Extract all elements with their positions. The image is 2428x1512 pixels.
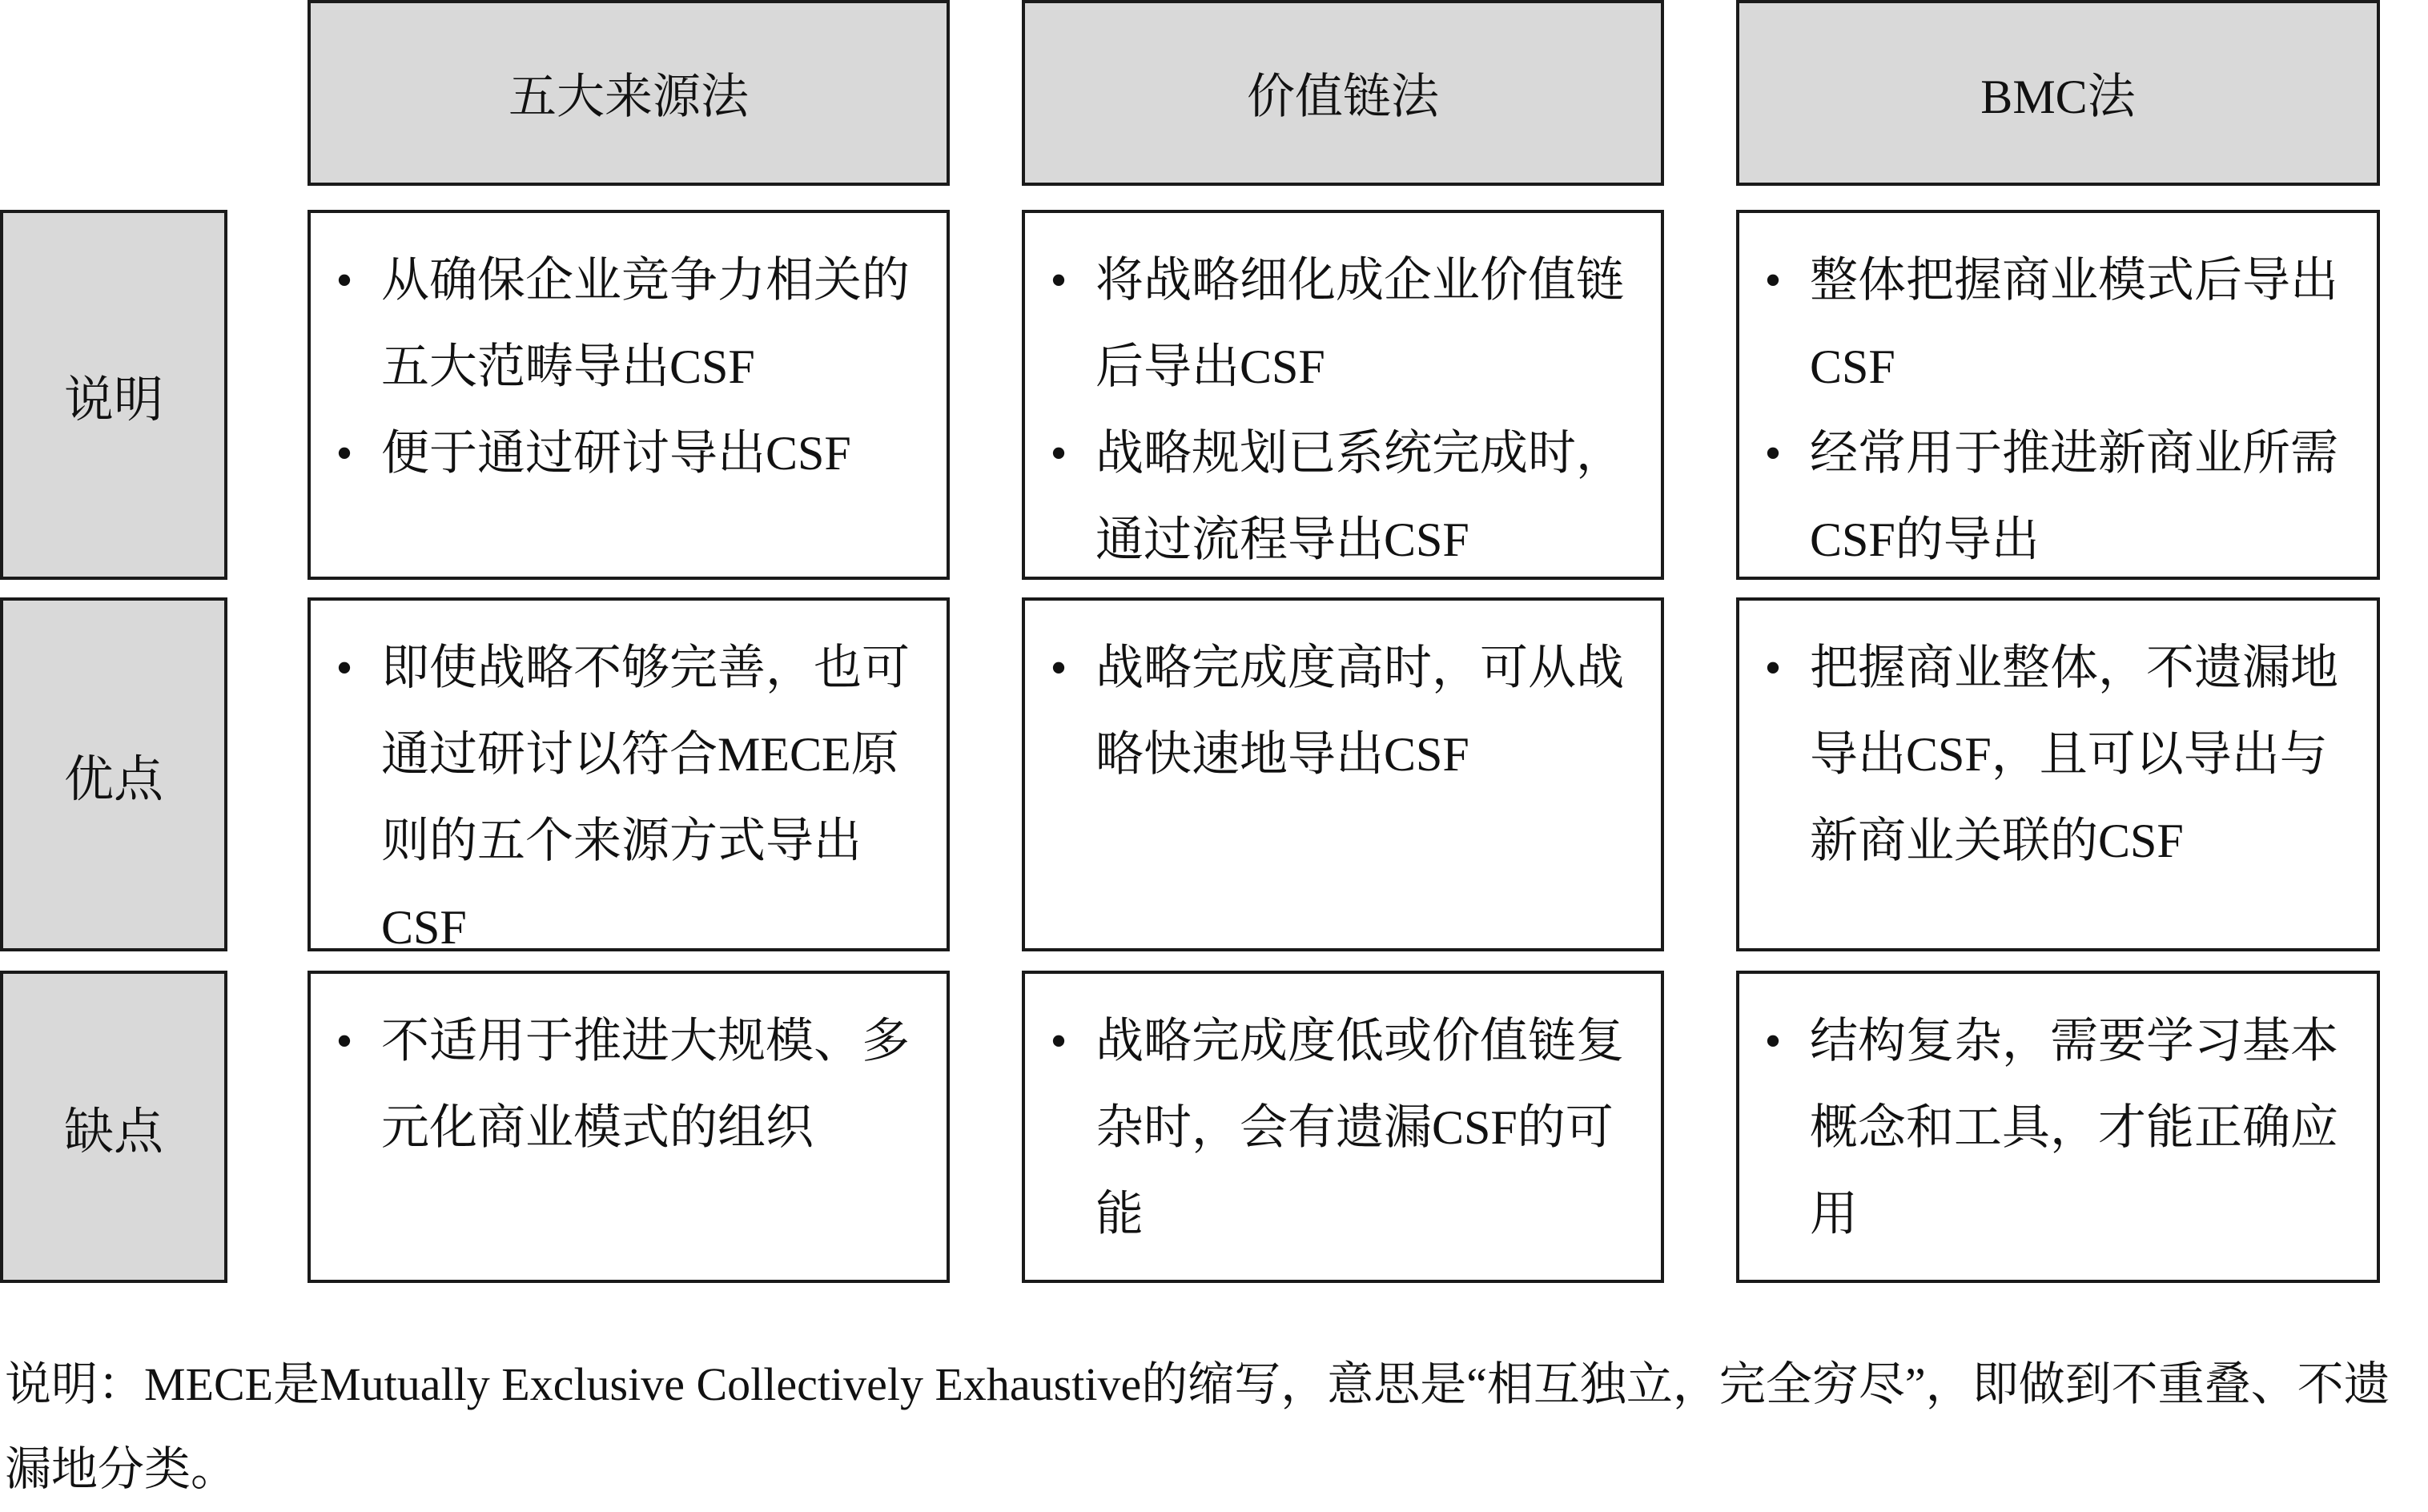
row-label-text: 优点 xyxy=(63,752,163,807)
bullet-item: • 经常用于推进新商业所需CSF的导出 xyxy=(1755,410,2361,583)
cell-description-value-chain xyxy=(1022,210,1664,580)
bullet-list xyxy=(327,998,931,1171)
cell-disadvantages-bmc xyxy=(1736,971,2380,1283)
cell-description-bmc xyxy=(1736,210,2380,580)
bullet-list xyxy=(1755,237,2361,583)
bullet-item: • 结构复杂，需要学习基本概念和工具，才能正确应用 xyxy=(1755,998,2361,1257)
footnote: 说明：MECE是Mutually Exclusive Collectively Exhaustive的缩写，意思是“相互独立，完全穷尽”，即做到不重叠、不遗漏地分类。 xyxy=(5,1358,2390,1495)
cell-advantages-bmc xyxy=(1736,597,2380,951)
column-header-label: 五大来源法 xyxy=(509,70,749,123)
bullet-list xyxy=(1755,625,2361,884)
row-label-text: 说明 xyxy=(63,372,163,428)
bullet-item: • 便于通过研讨导出CSF xyxy=(327,410,931,497)
bullet-item: • 战略完成度高时，可从战略快速地导出CSF xyxy=(1041,625,1645,798)
column-header-five-sources xyxy=(308,0,950,186)
bullet-list xyxy=(1041,998,1645,1257)
bullet-item: • 不适用于推进大规模、多元化商业模式的组织 xyxy=(327,998,931,1171)
cell-advantages-five-sources xyxy=(308,597,950,954)
cell-disadvantages-five-sources xyxy=(308,971,950,1283)
row-label-text: 缺点 xyxy=(63,1104,163,1160)
bullet-item: • 将战略细化成企业价值链后导出CSF xyxy=(1041,237,1645,410)
bullet-list xyxy=(1041,625,1645,798)
cell-description-five-sources xyxy=(308,210,950,580)
column-header-value-chain xyxy=(1022,0,1664,186)
cell-advantages-value-chain xyxy=(1022,597,1664,951)
cell-disadvantages-value-chain xyxy=(1022,971,1664,1283)
bullet-list xyxy=(327,237,931,497)
bullet-item: • 从确保企业竞争力相关的五大范畴导出CSF xyxy=(327,237,931,410)
bullet-list xyxy=(1755,998,2361,1257)
column-header-bmc xyxy=(1736,0,2380,186)
bullet-item: • 把握商业整体，不遗漏地导出CSF，且可以导出与新商业关联的CSF xyxy=(1755,625,2361,884)
bullet-item: • 即使战略不够完善，也可通过研讨以符合MECE原则的五个来源方式导出CSF xyxy=(327,625,931,971)
row-label-description xyxy=(0,210,227,580)
bullet-item: • 战略完成度低或价值链复杂时，会有遗漏CSF的可能 xyxy=(1041,998,1645,1257)
bullet-list xyxy=(1041,237,1645,583)
bullet-item: • 战略规划已系统完成时，通过流程导出CSF xyxy=(1041,410,1645,583)
row-label-disadvantages xyxy=(0,971,227,1283)
row-label-advantages xyxy=(0,597,227,951)
bullet-list xyxy=(327,625,931,971)
column-header-label: BMC法 xyxy=(1980,70,2136,123)
bullet-item: • 整体把握商业模式后导出CSF xyxy=(1755,237,2361,410)
column-header-label: 价值链法 xyxy=(1247,70,1439,123)
